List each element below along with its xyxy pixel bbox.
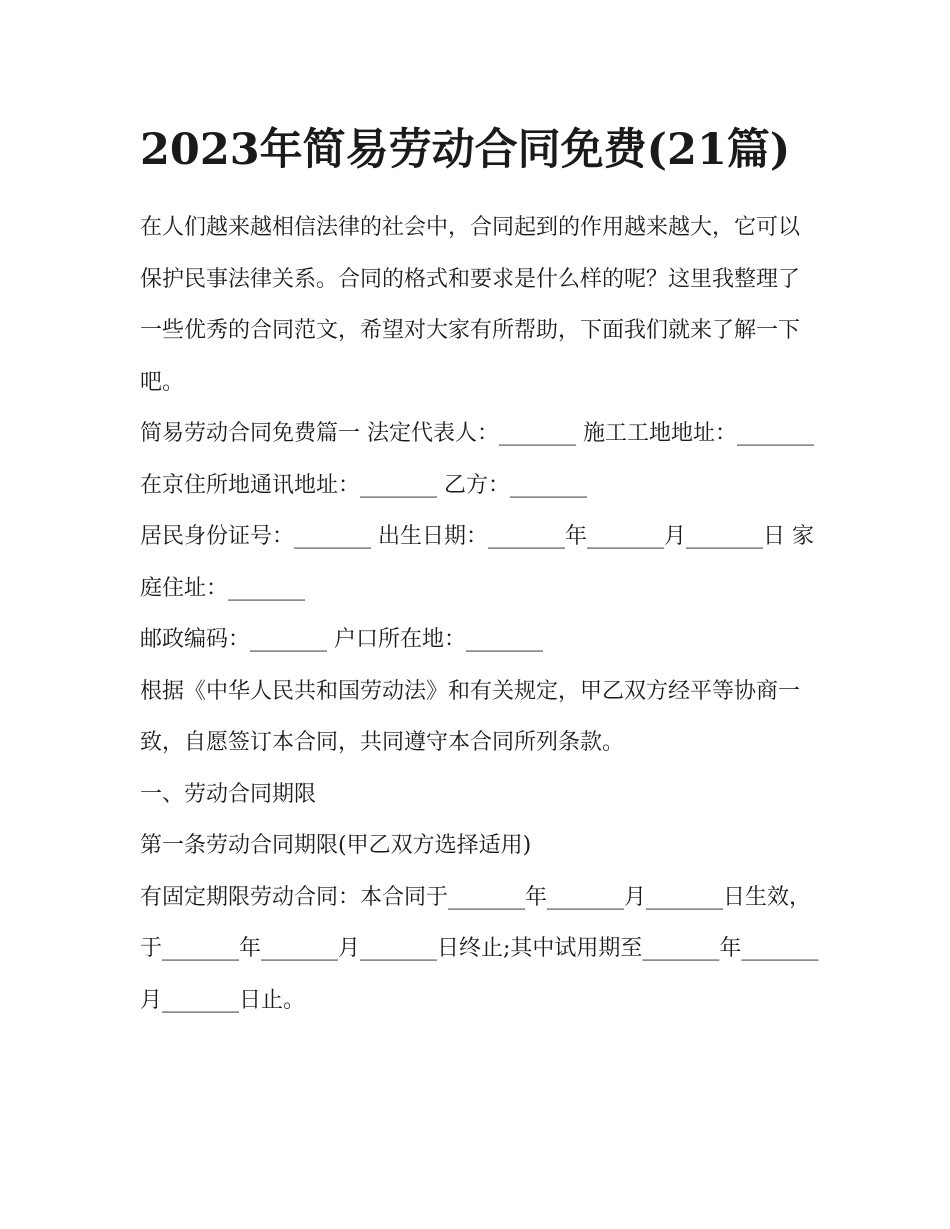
document-title: 2023年简易劳动合同免费(21篇) bbox=[140, 125, 791, 175]
article-heading: 第一条劳动合同期限(甲乙双方选择适用) bbox=[140, 833, 532, 858]
fixed-term-paragraph: 有固定期限劳动合同：本合同于_______年_______月_______日生效，于_______年_______月_______日终止;其中试用期至_______年_______月_______日止。 bbox=[140, 884, 819, 1013]
postal-info: 邮政编码：_______ 户口所在地：_______ bbox=[140, 627, 543, 652]
document-page bbox=[140, 112, 820, 1026]
section-heading: 一、劳动合同期限 bbox=[140, 781, 317, 807]
contract-party-info: 简易劳动合同免费篇一 法定代表人：_______ 施工工地地址：_______ 在京住所地通讯地址：_______ 乙方：_______ bbox=[140, 421, 814, 498]
intro-paragraph: 在人们越来越相信法律的社会中，合同起到的作用越来越大，它可以保护民事法律关系。合同的格式和要求是什么样的呢？这里我整理了一些优秀的合同范文，希望对大家有所帮助，下面我们就来了解一下吧。 bbox=[140, 215, 801, 395]
identity-info: 居民身份证号：_______ 出生日期：_______年_______月_______日 家庭住址：_______ bbox=[140, 524, 814, 601]
legal-basis-paragraph: 根据《中华人民共和国劳动法》和有关规定，甲乙双方经平等协商一致，自愿签订本合同，共同遵守本合同所列条款。 bbox=[140, 678, 801, 755]
